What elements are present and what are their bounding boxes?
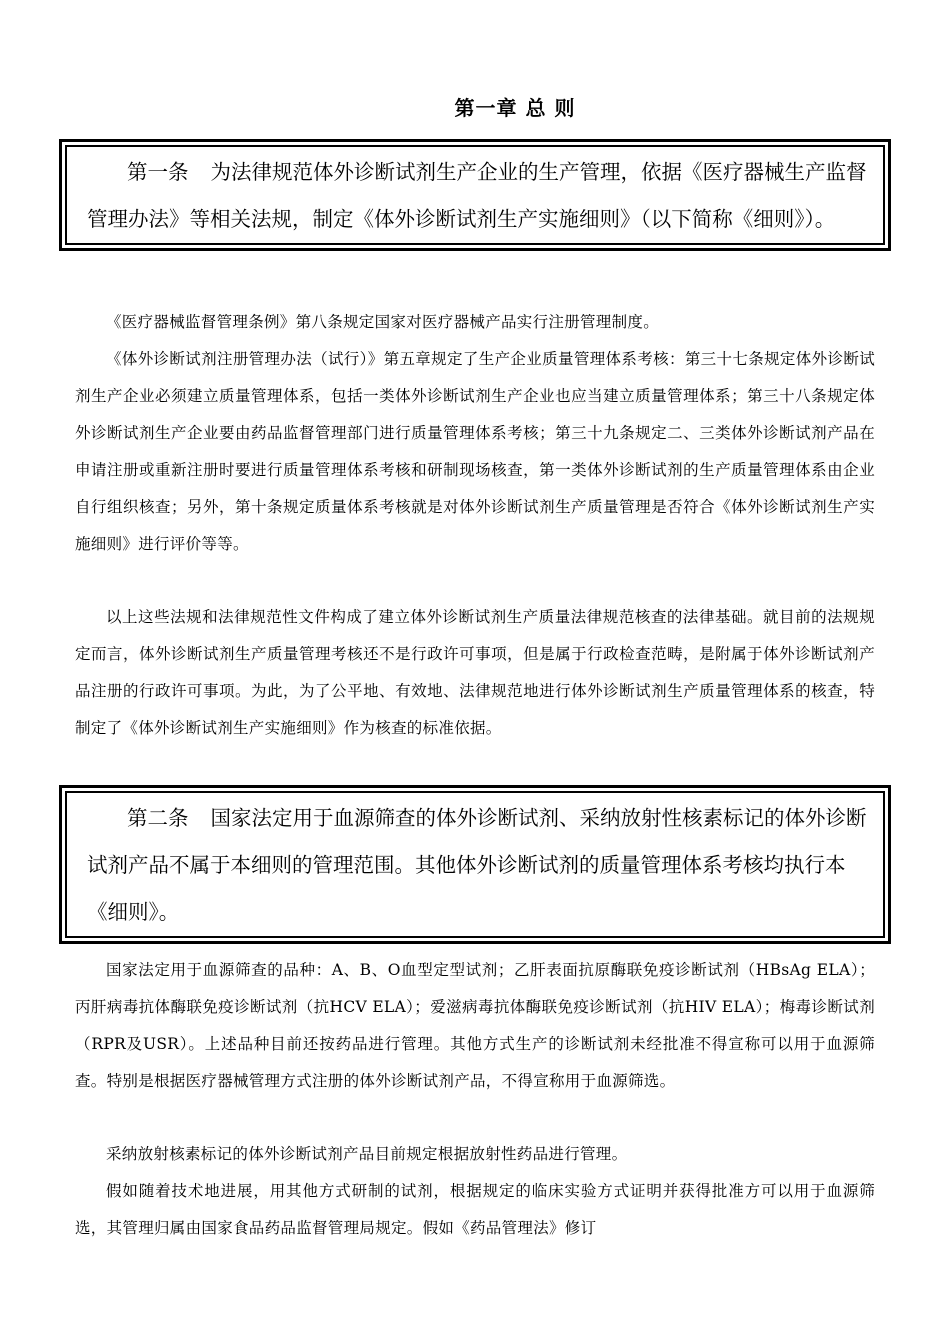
article-1-box [59,139,891,251]
commentary-1-para-2: 《体外诊断试剂注册管理办法（试行）》第五章规定了生产企业质量管理体系考核：第三十七条规定体外诊断试剂生产企业必须建立质量管理体系，包括一类体外诊断试剂生产企业也应当建立质量管理体系；第三十八条规定体外诊断试剂生产企业要由药品监督管理部门进行质量管理体系考核；第三十九条规定二、三类体外诊断试剂产品在申请注册或重新注册时要进行质量管理体系考核和研制现场核查，第一类体外诊断试剂的生产质量管理体系由企业自行组织核查；另外，第十条规定质量体系考核就是对体外诊断试剂生产质量管理是否符合《体外诊断试剂生产实施细则》进行评价等等。 [75,350,875,553]
commentary-1-para-3: 以上这些法规和法律规范性文件构成了建立体外诊断试剂生产质量法律规范核查的法律基础。就目前的法规规定而言，体外诊断试剂生产质量管理考核还不是行政许可事项，但是属于行政检查范畴，是附属于体外诊断试剂产品注册的行政许可事项。为此，为了公平地、有效地、法律规范地进行体外诊断试剂生产质量管理体系的核查，特制定了《体外诊断试剂生产实施细则》作为核查的标准依据。 [75,608,875,737]
commentary-2-para-2: 采纳放射核素标记的体外诊断试剂产品目前规定根据放射性药品进行管理。 [106,1145,628,1163]
article-1-text [65,145,885,245]
chapter-title: 第一章 总 则 [454,96,576,120]
commentary-2-para-3: 假如随着技术地进展，用其他方式研制的试剂，根据规定的临床实验方式证明并获得批准方可以用于血源筛选，其管理归属由国家食品药品监督管理局规定。假如《药品管理法》修订 [75,1182,875,1237]
article-2-text [65,791,885,938]
article-2-body: 国家法定用于血源筛查的体外诊断试剂、采纳放射性核素标记的体外诊断试剂产品不属于本细则的管理范围。其他体外诊断试剂的质量管理体系考核均执行本《细则》。 [87,806,867,924]
article-2-label: 第二条 [127,806,189,830]
article-1-body: 为法律规范体外诊断试剂生产企业的生产管理，依据《医疗器械生产监督管理办法》等相关法规，制定《体外诊断试剂生产实施细则》（以下简称《细则》）。 [87,160,867,231]
commentary-2-para-1: 国家法定用于血源筛查的品种：A、B、O血型定型试剂；乙肝表面抗原酶联免疫诊断试剂（HBsAg ELA）；丙肝病毒抗体酶联免疫诊断试剂（抗HCV ELA）；爱滋病毒抗体酶联免疫诊断试剂（抗HIV ELA）；梅毒诊断试剂（RPR及USR）。上述品种目前还按药品进行管理。其他方式生产的诊断试剂未经批准不得宣称可以用于血源筛查。特别是根据医疗器械管理方式注册的体外诊断试剂产品，不得宣称用于血源筛选。 [75,961,875,1090]
article-2-box [59,785,891,944]
commentary-1-para-1: 《医疗器械监督管理条例》第八条规定国家对医疗器械产品实行注册管理制度。 [106,313,660,331]
article-1-label: 第一条 [127,160,189,184]
